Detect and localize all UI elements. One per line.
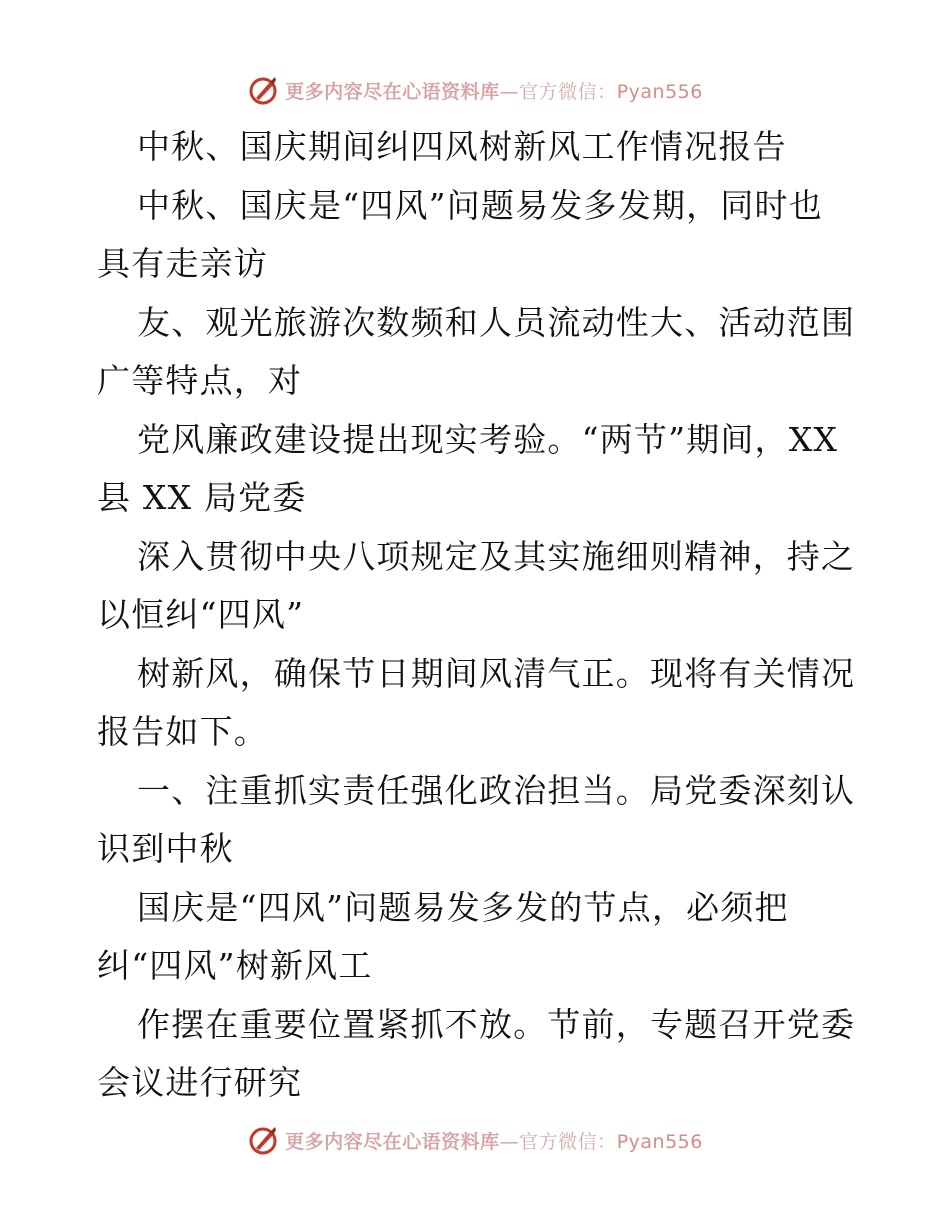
footer-watermark <box>0 1122 950 1158</box>
watermark-separator: — <box>499 80 520 103</box>
text-line: 广等特点，对 <box>97 361 303 400</box>
text-line: 友、观光旅游次数频和人员流动性大、活动范围 <box>137 302 856 342</box>
section-heading-line: 一、注重抓实责任强化政治担当。局党委深刻认 <box>137 770 856 810</box>
text-line: 树新风，确保节日期间风清气正。现将有关情况 <box>137 653 856 693</box>
text-line: 具有走亲访 <box>97 244 268 283</box>
text-line: 作摆在重要位置紧抓不放。节前，专题召开党委 <box>137 1004 856 1044</box>
text-line: 纠“四风”树新风工 <box>97 946 373 985</box>
watermark-main-text: 更多内容尽在心语资料库 <box>285 1130 500 1153</box>
watermark-label: 官方微信： <box>519 1130 617 1153</box>
text-line: 中秋、国庆是“四风”问题易发多发期，同时也 <box>137 185 823 225</box>
header-watermark <box>0 72 950 108</box>
text-line: 深入贯彻中央八项规定及其实施细则精神，持之 <box>137 536 856 576</box>
watermark-label: 官方微信： <box>519 80 617 103</box>
document-body <box>97 118 857 1113</box>
quill-pen-logo-icon <box>247 74 279 106</box>
text-line: 国庆是“四风”问题易发多发的节点，必须把 <box>137 887 789 927</box>
text-line: 识到中秋 <box>97 829 234 868</box>
text-line: 会议进行研究 <box>97 1063 303 1102</box>
document-title: 中秋、国庆期间纠四风树新风工作情况报告 <box>137 127 787 166</box>
text-line: 以恒纠“四风” <box>97 595 305 634</box>
text-line: 报告如下。 <box>97 712 268 751</box>
text-line: 县 XX 局党委 <box>97 478 307 517</box>
watermark-wechat-id: Pyan556 <box>616 80 703 103</box>
quill-pen-logo-icon <box>247 1124 279 1156</box>
watermark-wechat-id: Pyan556 <box>616 1130 703 1153</box>
text-line: 党风廉政建设提出现实考验。“两节”期间，XX <box>137 419 839 459</box>
watermark-main-text: 更多内容尽在心语资料库 <box>285 80 500 103</box>
watermark-separator: — <box>499 1130 520 1153</box>
